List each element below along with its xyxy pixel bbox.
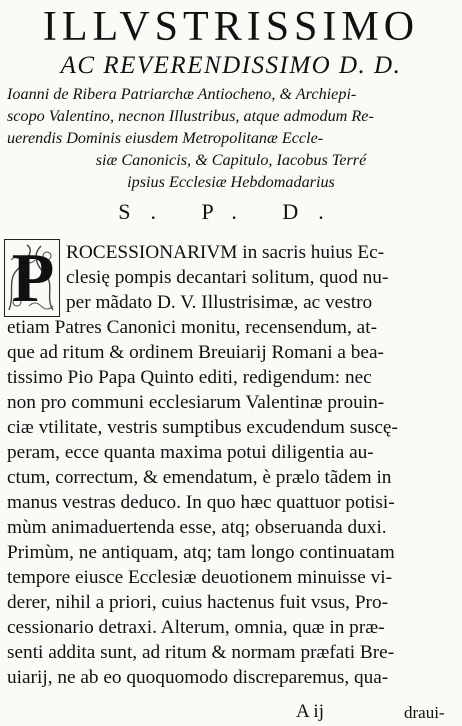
body-line: ROCESSIONARIVM in sacris huius Ec- (66, 242, 385, 263)
dedication-line: scopo Valentino, necnon Illustribus, atque admodum Re- (7, 107, 374, 125)
body-line: cessionario detraxi. Alterum, omnia, quæ in præ- (7, 617, 385, 638)
dedication-line: Ioanni de Ribera Patriarchæ Antiocheno, & Archiepi- (7, 85, 357, 103)
body-line: etiam Patres Canonici monitu, recensendum, at- (7, 317, 377, 338)
dedication-line: ipsius Ecclesiæ Hebdomadarius (127, 173, 335, 191)
decorated-initial (4, 239, 60, 317)
initial-ornament-icon (5, 240, 58, 315)
dedication-title: ILLVSTRISSIMO (42, 4, 420, 50)
body-line: que ad ritum & ordinem Breuiarij Romani a bea- (7, 342, 384, 363)
dedication-subtitle: AC REVERENDISSIMO D. D. (60, 52, 402, 79)
initial-letter: P (11, 240, 55, 317)
body-line: ciæ vtilitate, vestris sumptibus excudendum suscę- (7, 417, 398, 438)
salutation: S. P. D. (118, 199, 344, 224)
body-line: clesię pompis decantari solitum, quod nu- (66, 267, 389, 288)
body-line: ctum, correctum, & emendatum, è prælo tãdem in (7, 467, 392, 488)
body-line: derer, nihil a priori, cuius hactenus fuit vsus, Pro- (7, 592, 389, 613)
body-line: non pro communi ecclesiarum Valentinæ prouin- (7, 392, 385, 413)
body-line: per mãdato D. V. Illustrisimæ, ac vestro (66, 292, 373, 313)
catchword: draui- (404, 703, 445, 722)
signature-mark: A ij (296, 701, 324, 722)
body-line: tissimo Pio Papa Quinto editi, redigendum: nec (7, 367, 372, 388)
dedication-line: uerendis Dominis eiusdem Metropolitanæ Eccle- (7, 129, 324, 147)
body-line: peram, ecce quanta maxima potui diligentia au- (7, 442, 374, 463)
body-line: senti addita sunt, ad ritum & normam præfati Bre- (7, 642, 395, 663)
body-line: mùm animaduertenda esse, atq; obseruanda duxi. (7, 517, 387, 538)
body-line: Primùm, ne antiquam, atq; tam longo continuatam (7, 542, 395, 563)
body-line: manus vestras deduco. In quo hæc quattuor potisi- (7, 492, 395, 513)
body-line: uiarij, ne ab eo quoquomodo discreparemus, qua- (7, 667, 389, 688)
body-line: tempore eiusce Ecclesiæ deuotionem minuisse vi- (7, 567, 392, 588)
dedication-line: siæ Canonicis, & Capitulo, Iacobus Terré (95, 151, 367, 169)
